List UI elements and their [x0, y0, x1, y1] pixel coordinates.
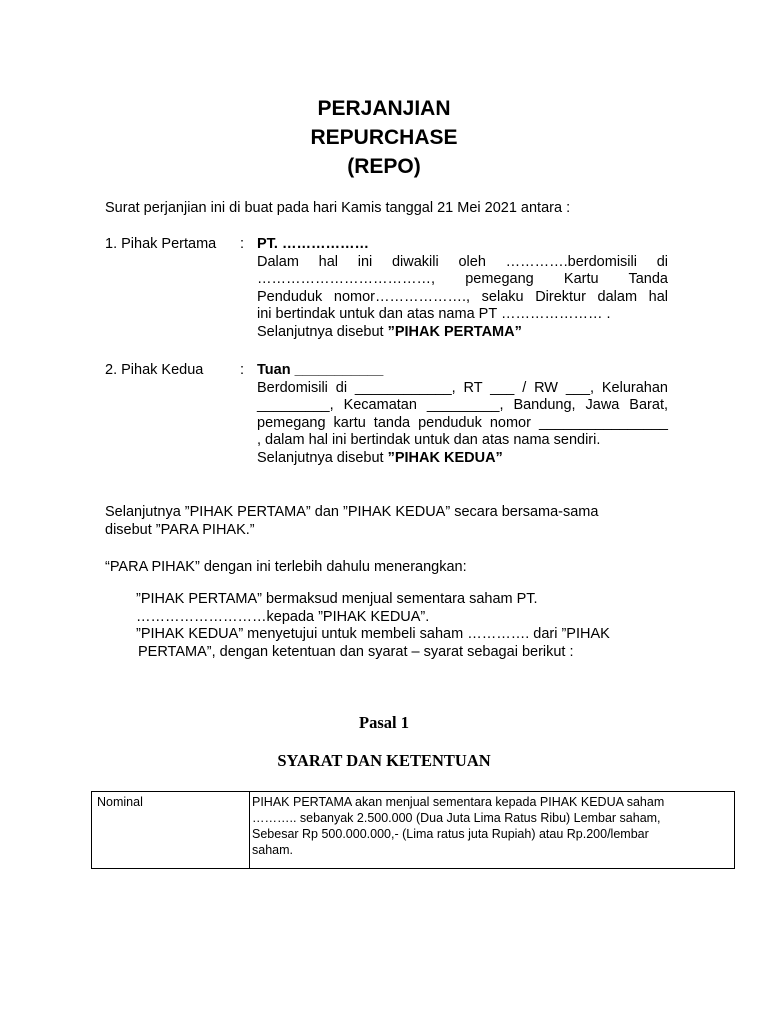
party-1-details [257, 236, 668, 341]
party-2-alias: ”PIHAK KEDUA” [387, 449, 503, 466]
table-cell-line: ……….. sebanyak 2.500.000 (Dua Juta Lima Ratus Ribu) Lembar saham, [252, 811, 661, 825]
clause-2-line-2: PERTAMA”, dengan ketentuan dan syarat – syarat sebagai berikut : [138, 643, 574, 660]
clause-2-line-1: ”PIHAK KEDUA” menyetujui untuk membeli saham …………. dari ”PIHAK [136, 626, 610, 642]
title-line-2: REPURCHASE [310, 126, 458, 149]
party-1-line: Penduduk nomor………………., selaku Direktur dalam hal [257, 288, 668, 305]
party-1-colon: : [240, 236, 245, 252]
party-2-details [257, 362, 668, 467]
menerangkan-line: “PARA PIHAK” dengan ini terlebih dahulu menerangkan: [105, 559, 467, 575]
party-2-line: _________, Kecamatan _________, Bandung, Jawa Barat, [257, 397, 668, 413]
party-2-line: , dalam hal ini bertindak untuk dan atas nama sendiri. [257, 432, 601, 448]
table-cell-line: Sebesar Rp 500.000.000,- (Lima ratus juta Rupiah) atau Rp.200/lembar [252, 827, 649, 841]
para-pihak-text-1: Selanjutnya ”PIHAK PERTAMA” dan ”PIHAK KEDUA” secara bersama-sama [105, 504, 599, 520]
para-pihak-line-1 [105, 504, 636, 522]
party-2-closing-prefix: Selanjutnya disebut [257, 449, 388, 466]
document-title [0, 94, 768, 181]
table-cell-line: saham. [252, 843, 293, 857]
title-line-1: PERJANJIAN [317, 97, 451, 120]
table-cell-value [250, 792, 735, 869]
table-cell-line: PIHAK PERTAMA akan menjual sementara kepada PIHAK KEDUA saham [252, 795, 665, 809]
clause-1-line-1: ”PIHAK PERTAMA” bermaksud menjual sementara saham PT. [136, 591, 538, 607]
party-1-line: ini bertindak untuk dan atas nama PT ………………… . [257, 306, 611, 322]
party-1-label: 1. Pihak Pertama [105, 236, 217, 252]
clause-1-line-2: ………………………kepada ”PIHAK KEDUA”. [136, 608, 430, 625]
intro-sentence: Surat perjanjian ini di buat pada hari Kamis tanggal 21 Mei 2021 antara : [105, 200, 571, 216]
pasal-heading: SYARAT DAN KETENTUAN [277, 751, 491, 770]
table-cell-key: Nominal [92, 792, 250, 869]
clauses-block [136, 591, 658, 661]
party-2-line: Berdomisili di ____________, RT ___ / RW ___, Kelurahan [257, 379, 668, 396]
menerangkan-paragraph [105, 559, 636, 577]
title-line-3: (REPO) [347, 155, 421, 178]
party-1-line: Dalam hal ini diwakili oleh ………….berdomisili di [257, 253, 668, 270]
party-2-colon: : [240, 362, 245, 378]
terms-table [91, 791, 735, 869]
para-pihak-line-2 [105, 522, 636, 540]
table-row [92, 792, 735, 869]
party-2-label: 2. Pihak Kedua [105, 362, 204, 378]
party-2-line: pemegang kartu tanda penduduk nomor ________________ [257, 414, 668, 431]
party-1-line: ………………………………, pemegang Kartu Tanda [257, 271, 668, 287]
party-1-name: PT. ……………… [257, 236, 369, 252]
pasal-number: Pasal 1 [359, 713, 409, 732]
para-pihak-paragraph [105, 504, 636, 539]
party-1-closing-prefix: Selanjutnya disebut [257, 323, 388, 340]
party-2-name: Tuan ___________ [257, 362, 384, 378]
party-2-closing [257, 450, 668, 468]
party-1-alias: ”PIHAK PERTAMA” [387, 323, 522, 340]
party-1-closing [257, 324, 668, 342]
para-pihak-text-2: disebut ”PARA PIHAK.” [105, 521, 255, 538]
